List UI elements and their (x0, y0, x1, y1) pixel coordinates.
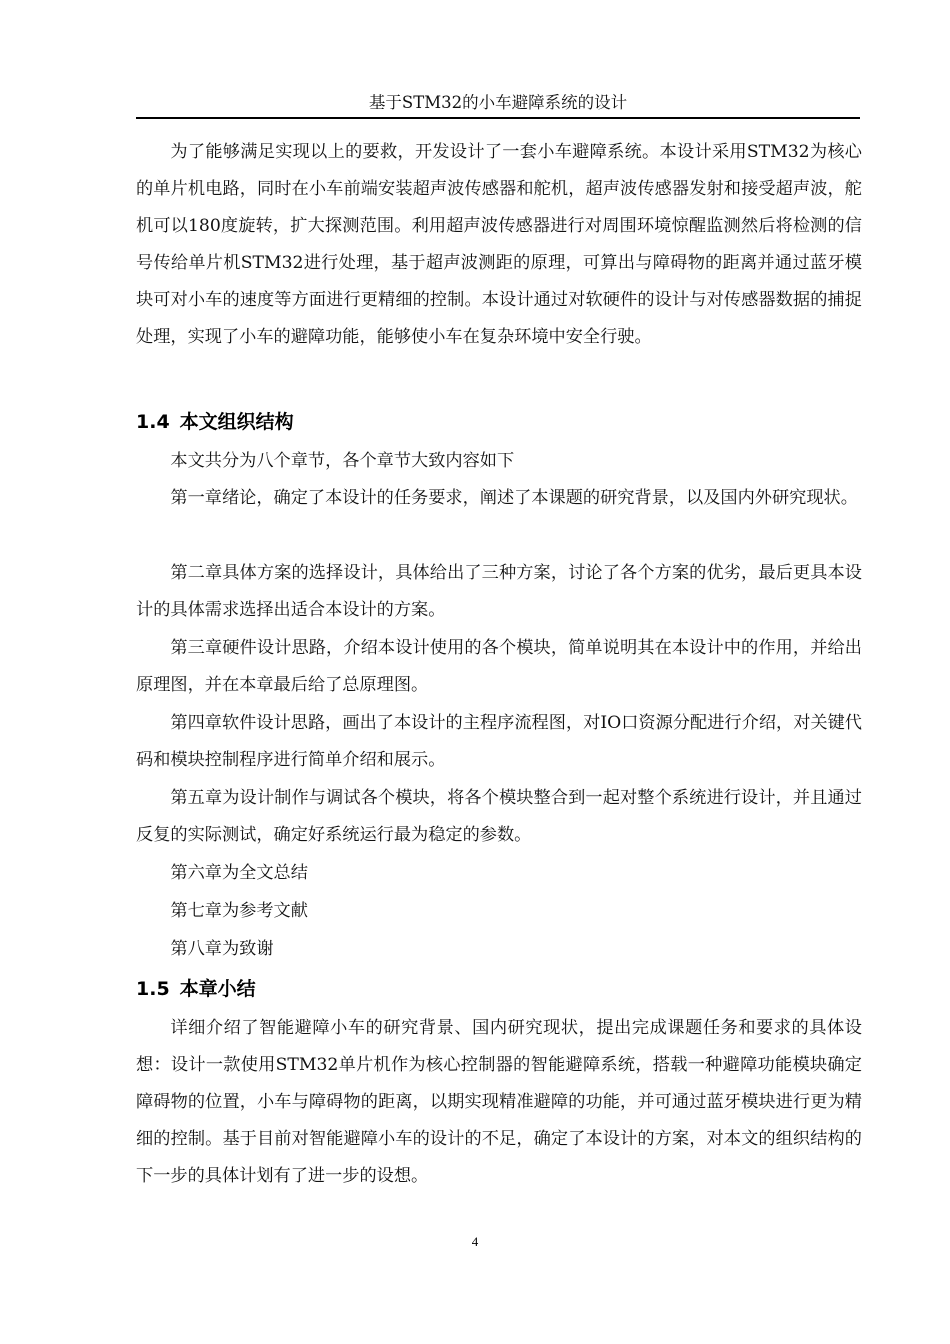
paragraph-chapter-2: 第二章具体方案的选择设计，具体给出了三种方案，讨论了各个方案的优劣，最后更具本设计的具体需求选择出适合本设计的方案。 (136, 563, 862, 620)
paragraph-chapter-overview: 本文共分为八个章节，各个章节大致内容如下 (170, 451, 515, 471)
header-rule (136, 117, 860, 119)
paragraph-chapter-7: 第七章为参考文献 (170, 901, 308, 921)
paragraph-chapter-6: 第六章为全文总结 (170, 863, 308, 883)
section-number: 1.5 (136, 978, 170, 1000)
section-number: 1.4 (136, 411, 170, 433)
summary-paragraph: 详细介绍了智能避障小车的研究背景、国内研究现状，提出完成课题任务和要求的具体设想：设计一款使用STM32单片机作为核心控制器的智能避障系统，搭载一种避障功能模块确定障碍物的位置，小车与障碍物的距离，以期实现精准避障的功能，并可通过蓝牙模块进行更为精细的控制。基于目前对智能避障小车的设计的不足，确定了本设计的方案，对本文的组织结构的下一步的具体计划有了进一步的设想。 (136, 1018, 862, 1186)
page-number: 4 (471, 1234, 479, 1249)
paragraph-chapter-5: 第五章为设计制作与调试各个模块，将各个模块整合到一起对整个系统进行设计，并且通过反复的实际测试，确定好系统运行最为稳定的参数。 (136, 788, 862, 845)
section-title: 本文组织结构 (179, 411, 294, 433)
section-heading-1-5 (136, 971, 256, 1007)
section-heading-1-4 (136, 404, 294, 440)
paragraph-chapter-4: 第四章软件设计思路，画出了本设计的主程序流程图，对IO口资源分配进行介绍，对关键代码和模块控制程序进行简单介绍和展示。 (136, 713, 862, 770)
paragraph-chapter-1: 第一章绪论，确定了本设计的任务要求，阐述了本课题的研究背景，以及国内外研究现状。 (170, 488, 858, 508)
intro-paragraph: 为了能够满足实现以上的要救，开发设计了一套小车避障系统。本设计采用STM32为核心的单片机电路，同时在小车前端安装超声波传感器和舵机，超声波传感器发射和接受超声波，舵机可以180度旋转，扩大探测范围。利用超声波传感器进行对周围环境惊醒监测然后将检测的信号传给单片机STM32进行处理，基于超声波测距的原理，可算出与障碍物的距离并通过蓝牙模块可对小车的速度等方面进行更精细的控制。本设计通过对软硬件的设计与对传感器数据的捕捉处理，实现了小车的避障功能，能够使小车在复杂环境中安全行驶。 (136, 142, 862, 347)
running-header: 基于STM32的小车避障系统的设计 (368, 93, 628, 112)
paragraph-chapter-8: 第八章为致谢 (170, 939, 274, 959)
section-title: 本章小结 (179, 978, 256, 1000)
paragraph-chapter-3: 第三章硬件设计思路，介绍本设计使用的各个模块，简单说明其在本设计中的作用，并给出原理图，并在本章最后给了总原理图。 (136, 638, 862, 695)
